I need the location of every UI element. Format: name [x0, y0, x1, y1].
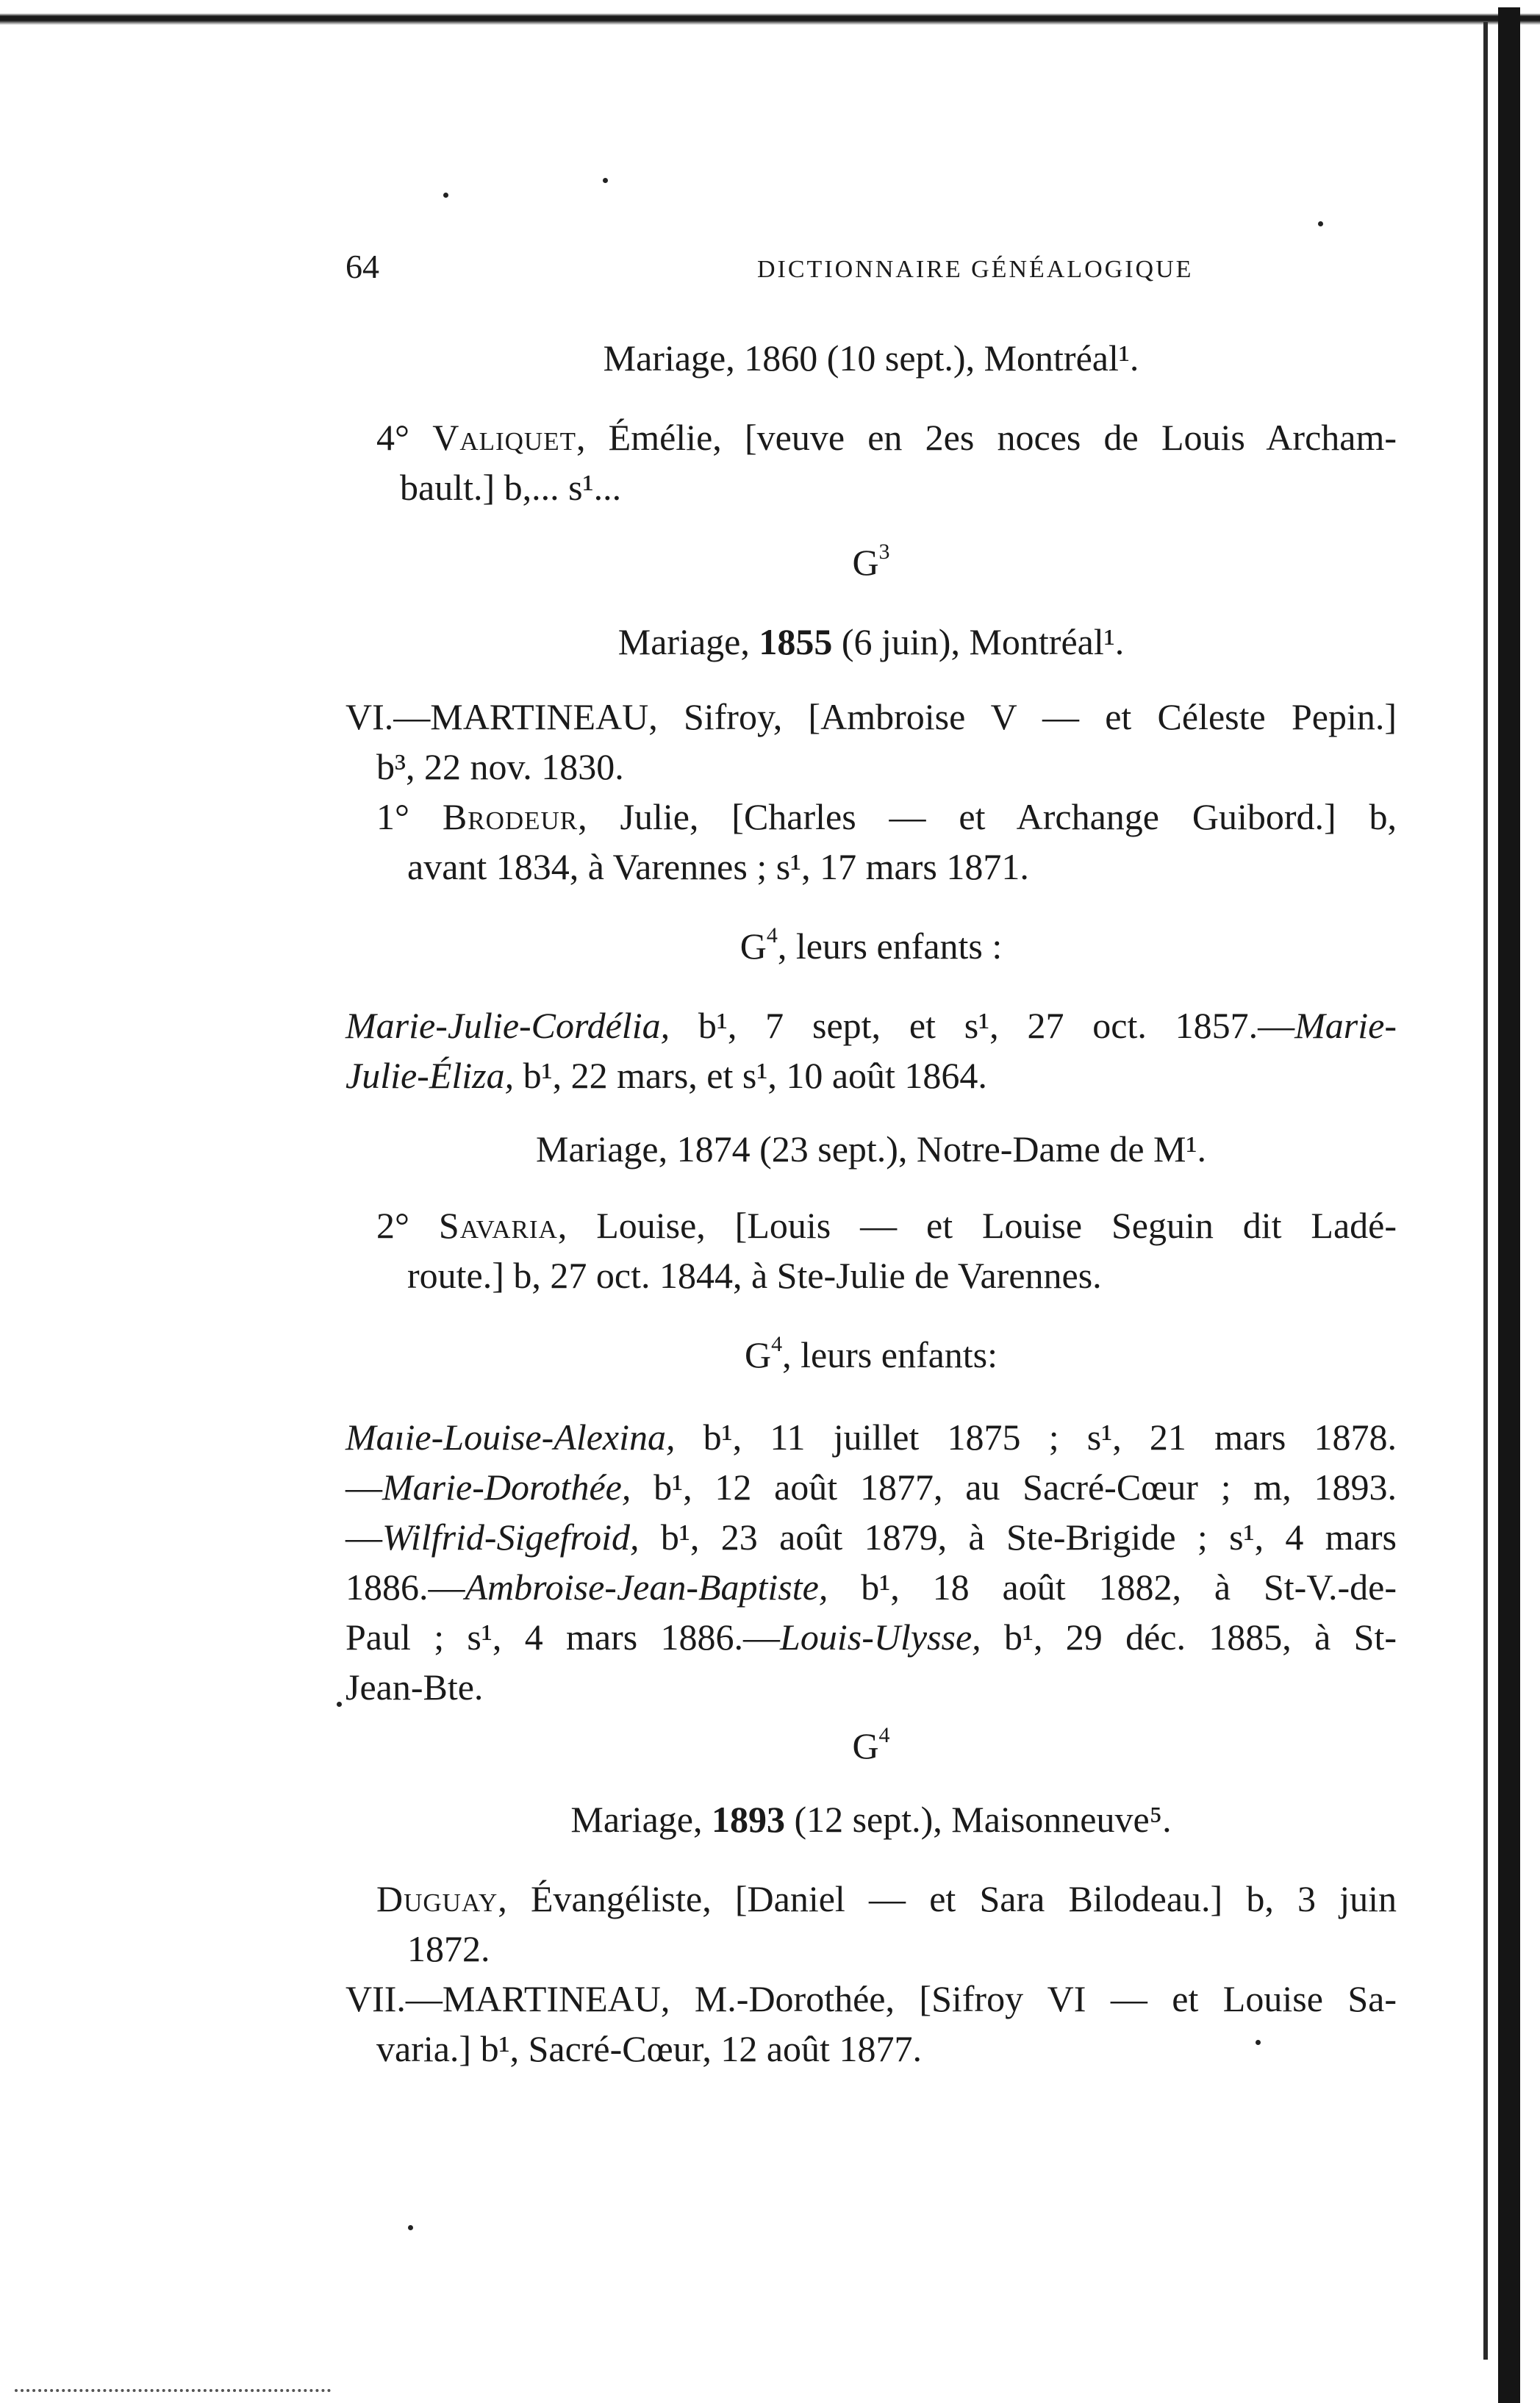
entry-duguay — [376, 1880, 1397, 1917]
year: 1893 — [711, 1799, 785, 1840]
surname: Valiquet — [432, 417, 576, 458]
text: b³, 22 nov. 1830. — [376, 746, 624, 787]
text: 2° — [376, 1205, 439, 1246]
marriage-1855 — [345, 623, 1397, 660]
text: 1872. — [407, 1928, 490, 1969]
text: , Julie, [Charles — et Archange Guibord.] b, — [578, 796, 1397, 837]
entry-brodeur-cont — [407, 848, 1458, 885]
running-title: DICTIONNAIRE GÉNÉALOGIQUE — [757, 256, 1194, 283]
children-line-4 — [345, 1466, 1397, 1508]
text: bault.] b,... s¹... — [400, 467, 622, 508]
children-line-1 — [345, 1007, 1397, 1044]
text: avant 1834, à Varennes ; s¹, 17 mars 1871. — [407, 846, 1029, 887]
text: , leurs enfants: — [782, 1334, 998, 1375]
text: 1886.— — [345, 1566, 465, 1608]
entry-savaria-cont — [407, 1257, 1458, 1294]
surname: Savaria — [438, 1205, 558, 1246]
entry-brodeur — [376, 798, 1397, 835]
generation-number: 4 — [766, 923, 778, 948]
text: b¹, 23 août 1879, à Ste-Brigide ; s¹, 4 mars — [639, 1516, 1397, 1558]
text: 1° — [376, 796, 443, 837]
entry-vii-martineau — [345, 1980, 1397, 2017]
right-border-rule — [1498, 7, 1520, 2403]
surname: Duguay — [376, 1878, 498, 1919]
text: (6 juin), Montréal¹. — [832, 621, 1125, 662]
page-number: 64 — [345, 248, 379, 285]
generation-number: 3 — [878, 540, 890, 564]
text: b¹, 18 août 1882, à St-V.-de- — [828, 1566, 1397, 1608]
text: , leurs enfants : — [777, 925, 1003, 967]
text: b¹, 7 sept, et s¹, 27 oct. 1857.— — [670, 1005, 1295, 1046]
children-line-3 — [345, 1417, 1397, 1458]
text: b¹, 11 juillet 1875 ; s¹, 21 mars 1878. — [675, 1417, 1397, 1458]
generation-g4-children — [345, 923, 1397, 967]
text: — — [345, 1516, 382, 1558]
text: Jean-Bte. — [345, 1666, 484, 1708]
generation-g4 — [345, 1723, 1397, 1766]
text: VII.—MARTINEAU, M.-Dorothée, [Sifroy VI — et Louise Sa- — [345, 1978, 1397, 2019]
children-line-5 — [345, 1516, 1397, 1558]
entry-savaria — [376, 1207, 1397, 1244]
entry-vi-martineau — [345, 698, 1397, 735]
text: VI.—MARTINEAU, Sifroy, [Ambroise V — et Céleste Pepin.] — [345, 696, 1397, 737]
text: G — [744, 1334, 772, 1375]
text: route.] b, 27 oct. 1844, à Ste-Julie de Varennes. — [407, 1255, 1102, 1296]
child-name: Marie- — [1294, 1005, 1397, 1046]
text: varia.] b¹, Sacré-Cœur, 12 août 1877. — [376, 2028, 922, 2069]
surname: Brodeur — [442, 796, 579, 837]
text: Mariage, — [617, 621, 759, 662]
text: b¹, 12 août 1877, au Sacré-Cœur ; m, 1893. — [631, 1466, 1397, 1508]
child-name: Ambroise-Jean-Baptiste, — [465, 1566, 828, 1608]
entry-valiquet-cont — [400, 469, 1420, 506]
entry-valiquet — [376, 419, 1397, 456]
entry-duguay-cont — [407, 1930, 1458, 1967]
marriage-1860 — [345, 337, 1397, 379]
text: Mariage, — [570, 1799, 712, 1840]
text: Paul ; s¹, 4 mars 1886.— — [345, 1616, 781, 1658]
text: G — [739, 925, 767, 967]
children-line-7 — [345, 1616, 1397, 1658]
child-name: Julie-Éliza, — [345, 1055, 515, 1096]
text: Mariage, 1860 (10 sept.), Montréal¹. — [603, 337, 1139, 379]
text: , Émélie, [veuve en 2es noces de Louis Archam- — [576, 417, 1397, 458]
child-name: Marie-Dorothée, — [382, 1466, 631, 1508]
bottom-dotted-line — [15, 2389, 331, 2392]
child-name: Marie-Julie-Cordélia, — [345, 1005, 670, 1046]
text: b¹, 29 déc. 1885, à St- — [981, 1616, 1397, 1658]
generation-number: 4 — [771, 1332, 783, 1356]
text: — — [345, 1466, 382, 1508]
children-line-6 — [345, 1566, 1397, 1608]
children-line-2 — [345, 1057, 1397, 1094]
entry-vii-martineau-cont — [376, 2030, 1428, 2067]
text: G — [852, 1725, 879, 1766]
text: , Évangéliste, [Daniel — et Sara Bilodeau.] b, 3 juin — [498, 1878, 1397, 1919]
children-line-8 — [345, 1666, 1397, 1708]
text: Mariage, 1874 (23 sept.), Notre-Dame de M¹. — [536, 1128, 1206, 1170]
page-content — [345, 0, 1397, 2403]
text: (12 sept.), Maisonneuve⁵. — [784, 1799, 1172, 1840]
generation-number: 4 — [878, 1723, 890, 1747]
child-name: Maıie-Louise-Alexina, — [345, 1417, 676, 1458]
child-name: Wilfrid-Sigefroid, — [382, 1516, 640, 1558]
child-name: Louis-Ulysse, — [780, 1616, 981, 1658]
generation-g3 — [345, 540, 1397, 583]
ink-speck — [337, 1702, 342, 1707]
year: 1855 — [759, 621, 833, 662]
text: G — [852, 542, 879, 583]
entry-vi-martineau-cont — [376, 748, 1428, 785]
text: , Louise, [Louis — et Louise Seguin dit Ladé- — [557, 1205, 1397, 1246]
text: 4° — [376, 417, 433, 458]
marriage-1874 — [345, 1128, 1397, 1170]
right-inner-rule — [1483, 22, 1488, 2360]
text: b¹, 22 mars, et s¹, 10 août 1864. — [514, 1055, 987, 1096]
marriage-1893 — [345, 1801, 1397, 1838]
generation-g4-children-2 — [345, 1332, 1397, 1375]
